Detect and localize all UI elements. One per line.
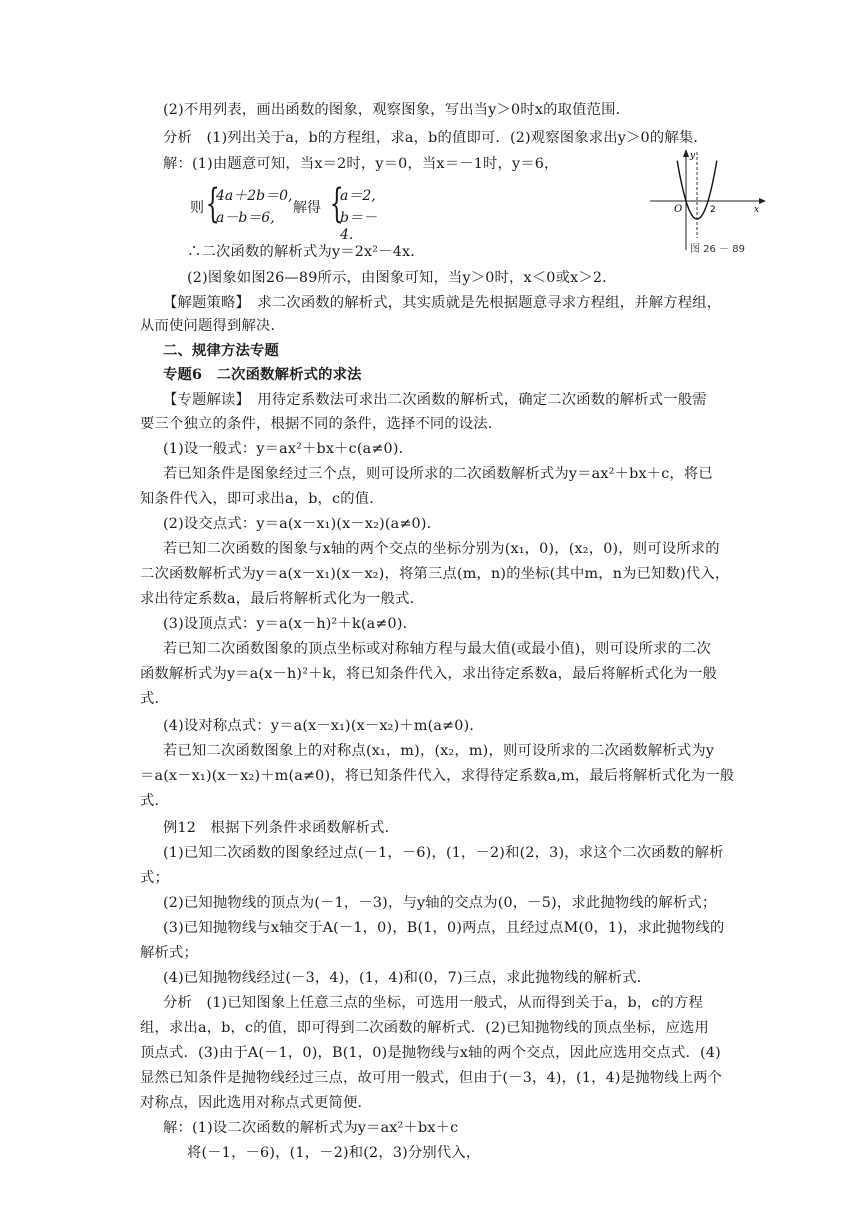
text-line: 求出待定系数a，最后将解析式化为一般式． bbox=[140, 591, 425, 607]
example-heading: 例12 根据下列条件求函数解析式． bbox=[163, 820, 400, 836]
text-line: 式． bbox=[140, 793, 169, 809]
topic-heading: 专题6 二次函数解析式的求法 bbox=[163, 367, 362, 383]
left-brace: { bbox=[205, 181, 220, 227]
right-equation-1: a＝2, bbox=[340, 188, 376, 204]
text-line: (1)设一般式：y＝ax²＋bx＋c(a≠0)． bbox=[163, 441, 414, 457]
text-line: ∴二次函数的解析式为y＝2x²－4x． bbox=[187, 244, 425, 260]
text-line: (3)设顶点式：y＝a(x－h)²＋k(a≠0)． bbox=[163, 616, 418, 632]
text-line: (3)已知抛物线与x轴交于A(－1，0)，B(1，0)两点，且经过点M(0，1)，求此抛物线的 bbox=[163, 920, 725, 936]
text-line: 【专题解读】 用待定系数法可求出二次函数的解析式，确定二次函数的解析式一般需 bbox=[163, 392, 707, 408]
text-line: 组，求出a，b，c的值，即可得到二次函数的解析式．(2)已知抛物线的顶点坐标，应选用 bbox=[140, 1020, 710, 1036]
text-line: 将(－1，－6)，(1，－2)和(2，3)分别代入， bbox=[187, 1145, 481, 1161]
text-line: (2)已知抛物线的顶点为(－1，－3)，与y轴的交点为(0，－5)，求此抛物线的解析式； bbox=[163, 895, 717, 911]
text-line: (1)已知二次函数的图象经过点(－1，－6)，(1，－2)和(2，3)，求这个二次函数的解析 bbox=[163, 845, 724, 861]
origin-label: O bbox=[674, 204, 683, 215]
left-equation-2: a－b＝6, bbox=[216, 210, 275, 226]
text-line: 对称点，因此选用对称点式更简便． bbox=[140, 1095, 372, 1111]
text-line: 若已知条件是图象经过三个点，则可设所求的二次函数解析式为y＝ax²＋bx＋c，将已 bbox=[163, 466, 713, 482]
text-line: 解：(1)设二次函数的解析式为y＝ax²＋bx＋c bbox=[163, 1120, 459, 1136]
text-line: (4)已知抛物线经过(－3，4)，(1，4)和(0，7)三点，求此抛物线的解析式． bbox=[163, 970, 652, 986]
text-line: ＝a(x－x₁)(x－x₂)＋m(a≠0)，将已知条件代入，求得待定系数a,m，最后将解析式化为一般 bbox=[140, 768, 735, 784]
text-line: (4)设对称点式：y＝a(x－x₁)(x－x₂)＋m(a≠0)． bbox=[163, 718, 484, 734]
equation-system bbox=[190, 181, 380, 243]
text-line: 分析 (1)已知图象上任意三点的坐标，可选用一般式，从而得到关于a，b，c的方程 bbox=[163, 995, 704, 1011]
text-line: 若已知二次函数的图象与x轴的两个交点的坐标分别为(x₁，0)，(x₂，0)，则可设所求的 bbox=[163, 541, 720, 557]
section-heading: 二、规律方法专题 bbox=[163, 343, 279, 359]
y-axis-arrow bbox=[683, 149, 689, 157]
text-line: 若已知二次函数图象上的对称点(x₁，m)，(x₂，m)，则可设所求的二次函数解析式为y bbox=[163, 743, 715, 759]
text-line: 顶点式．(3)由于A(－1，0)，B(1，0)是抛物线与x轴的两个交点，因此应选用交点式．(4) bbox=[140, 1045, 721, 1061]
x-axis-arrow bbox=[759, 198, 766, 204]
text-line: 若已知二次函数图象的顶点坐标或对称轴方程与最大值(或最小值)，则可设所求的二次 bbox=[163, 641, 711, 657]
text-line: (2)图象如图26—89所示，由图象可知，当y＞0时，x＜0或x＞2． bbox=[187, 270, 617, 286]
then-label: 则 bbox=[190, 200, 204, 216]
text-line: 分析 (1)列出关于a，b的方程组，求a，b的值即可．(2)观察图象求出y＞0的解集． bbox=[163, 130, 708, 146]
text-line: 式． bbox=[140, 691, 169, 707]
text-line: 解析式； bbox=[140, 945, 198, 961]
text-line: (2)不用列表，画出函数的图象，观察图象，写出当y＞0时x的取值范围． bbox=[163, 102, 631, 118]
text-line: 解：(1)由题意可知，当x＝2时，y＝0，当x＝－1时，y＝6， bbox=[163, 156, 559, 172]
text-line: 显然已知条件是抛物线经过三点，故可用一般式，但由于(－3，4)，(1，4)是抛物线上两个 bbox=[140, 1070, 723, 1086]
left-equation-1: 4a＋2b＝0, bbox=[216, 188, 293, 204]
solve-label: 解得 bbox=[293, 200, 321, 216]
right-brace: { bbox=[329, 181, 344, 227]
text-line: 函数解析式为y＝a(x－h)²＋k，将已知条件代入，求出待定系数a，最后将解析式化为一般 bbox=[140, 666, 718, 682]
text-line: 从而使问题得到解决． bbox=[140, 318, 285, 334]
text-line: 二次函数解析式为y＝a(x－x₁)(x－x₂)，将第三点(m，n)的坐标(其中m，n为已知数)代入， bbox=[140, 566, 730, 582]
y-axis-label: y bbox=[690, 151, 696, 161]
text-line: (2)设交点式：y＝a(x－x₁)(x－x₂)(a≠0)． bbox=[163, 516, 442, 532]
text-line: 【解题策略】 求二次函数的解析式，其实质就是先根据题意寻求方程组，并解方程组， bbox=[163, 295, 722, 311]
text-line: 要三个独立的条件，根据不同的条件，选择不同的设法． bbox=[140, 416, 503, 432]
text-line: 式； bbox=[140, 870, 169, 886]
figure-caption: 图 26 － 89 bbox=[690, 244, 745, 255]
x-axis-label: x bbox=[754, 205, 760, 215]
tick-label-2: 2 bbox=[710, 205, 716, 215]
text-line: 知条件代入，即可求出a，b，c的值． bbox=[140, 491, 384, 507]
right-equation-2: b＝－4. bbox=[340, 210, 377, 243]
